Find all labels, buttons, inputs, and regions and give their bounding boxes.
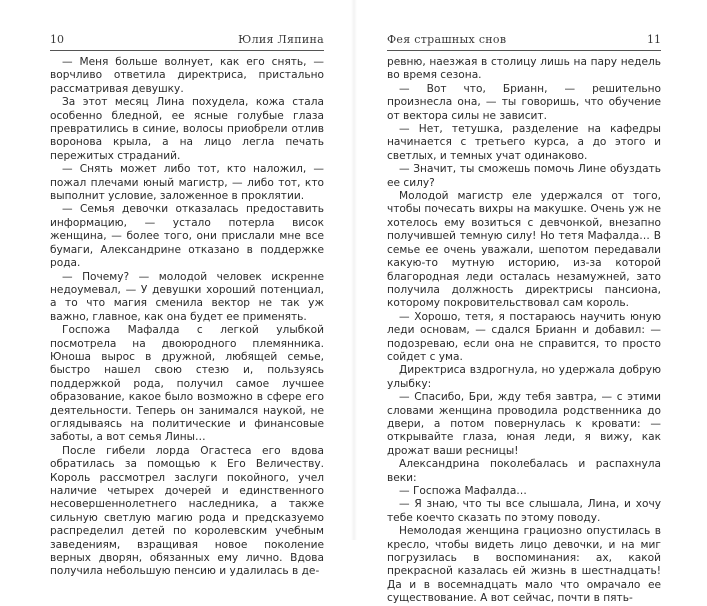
paragraph: Директриса вздрогнула, но удержала добрую улыбку:	[387, 364, 661, 390]
paragraph: — Спасибо, Бри, жду тебя завтра, — с этими словами женщина проводила родственника до двери, а потом повернулась к кровати: — открывайте глаза, юная леди, я вижу, как дрожат ваши ресницы!	[387, 391, 661, 457]
paragraph: Молодой магистр еле удержался от того, чтобы почесать вихры на макушке. Очень уж не хотелось ему возиться с девчонкой, внезапно получившей темную силу! Но тетя Мафалда… В семье ее очень уважали, шепотом передавали какую-то мутную историю, из-за которой благородная леди осталась незамужней, зато получила должность директрисы пансиона, которому покровительствовал сам король.	[387, 190, 661, 310]
book-gutter	[351, 0, 357, 540]
paragraph-continued: ревню, наезжая в столицу лишь на пару недель во время сезона.	[387, 56, 661, 82]
paragraph: — Вот что, Брианн, — решительно произнесла она, — ты говоришь, что обучение от вектора силы не зависит.	[387, 82, 661, 122]
header-rule	[387, 50, 661, 51]
paragraph: — Почему? — молодой человек искренне недоумевал, — У девушки хороший потенциал, а то что магия сменила вектор не так уж важно, главное, как она будет ее применять.	[50, 270, 324, 323]
paragraph: После гибели лорда Огастеса его вдова обратилась за помощью к Его Величеству. Король рассмотрел заслуги покойного, учел наличие четырех дочерей и единственного несовершеннолетнего наследника, а также сильную светлую магию рода и предсказуемо распределил детей по королевским учебным заведениям, взращивая новое поколение верных дворян, обязанных ему лично. Вдова получила небольшую пенсию и удалилась в де-	[50, 444, 324, 578]
left-page	[0, 0, 354, 578]
paragraph: — Значит, ты сможешь помочь Лине обуздать ее силу?	[387, 163, 661, 189]
paragraph: — Меня больше волнует, как его снять, — ворчливо ответила директриса, пристально рассматривая девушку.	[50, 56, 324, 95]
left-body-text	[50, 56, 324, 579]
right-page	[354, 0, 707, 605]
paragraph: Александрина поколебалась и распахнула веки:	[387, 458, 661, 484]
author-name: Юлия Ляпина	[238, 33, 324, 46]
paragraph: Немолодая женщина грациозно опустилась в кресло, чтобы видеть лицо девочки, и на миг погрузилась в воспоминания: ах, какой прекрасной казалась ей жизнь в шестнадцать! Да и в восемнадцать мало что омрачало ее существование. А вот сейчас, почти в пять-	[387, 525, 661, 605]
book-title: Фея страшных снов	[387, 33, 507, 46]
paragraph: За этот месяц Лина похудела, кожа стала особенно бледной, ее ясные голубые глаза превратились в синие, волосы приобрели отлив воронова крыла, а на лицо легла печать пережитых страданий.	[50, 96, 324, 162]
header-rule	[50, 50, 324, 51]
page-number: 10	[50, 33, 64, 46]
paragraph: Госпожа Мафалда с легкой улыбкой посмотрела на двоюродного племянника. Юноша вырос в дружной, любящей семье, быстро нашел свою стезю и, пользуясь поддержкой рода, получил самое лучшее образование, какое было возможно в сфере его деятельности. Теперь он занимался наукой, не оглядываясь на политические и финансовые заботы, а вот семья Лины…	[50, 324, 324, 444]
left-running-header	[50, 33, 324, 49]
paragraph: — Снять может либо тот, кто наложил, — пожал плечами юный магистр, — либо тот, кто выполнит условие, заложенное в проклятии.	[50, 163, 324, 203]
paragraph: — Я знаю, что ты все слышала, Лина, и хочу тебе коечто сказать по этому поводу.	[387, 498, 661, 524]
page-number: 11	[647, 33, 661, 46]
paragraph: — Нет, тетушка, разделение на кафедры начинается с третьего курса, а до этого и светлых, и темных учат одинаково.	[387, 123, 661, 162]
paragraph: — Госпожа Мафалда…	[399, 485, 527, 497]
right-body-text	[387, 56, 661, 606]
paragraph: — Хорошо, тетя, я постараюсь научить юную леди основам, — сдался Брианн и добавил: — подозреваю, если она не справится, то просто сойдет с ума.	[387, 310, 661, 363]
right-running-header	[387, 33, 661, 49]
paragraph: — Семья девочки отказалась предоставить информацию, — устало потерла висок женщина, — более того, они прислали мне все бумаги, Александрине отказано в поддержке рода.	[50, 203, 324, 270]
